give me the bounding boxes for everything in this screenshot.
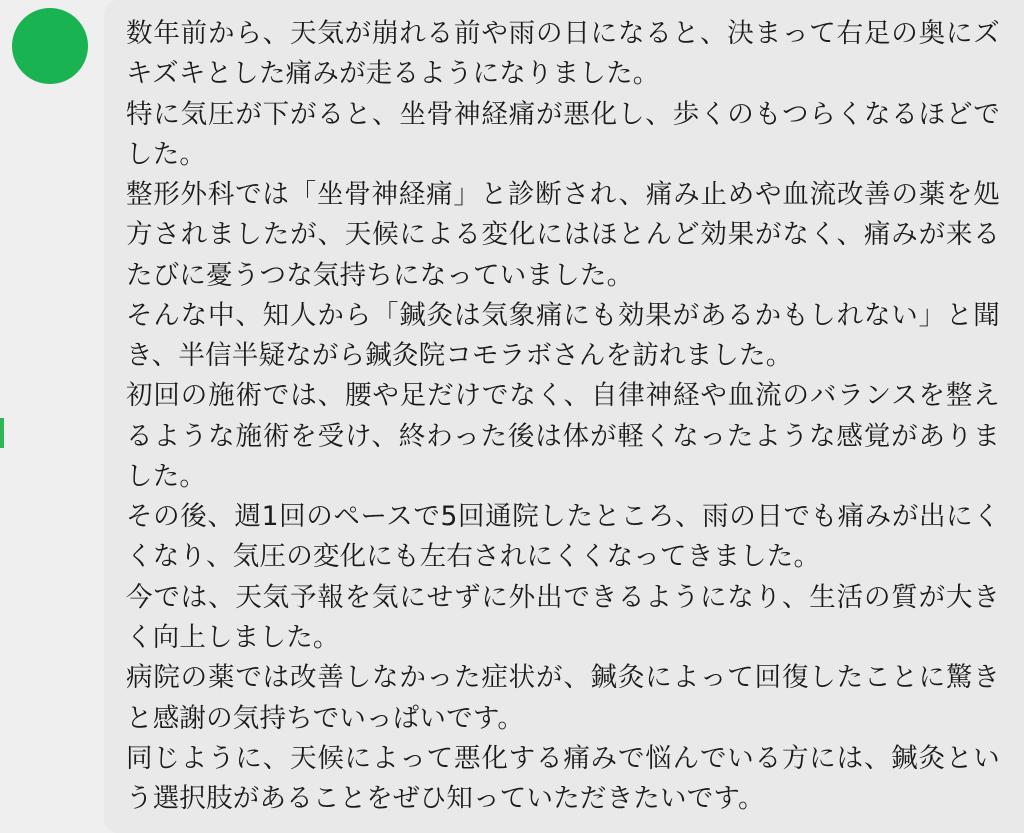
message-bubble: [104, 0, 1024, 833]
message-paragraph: 初回の施術では、腰や足だけでなく、自律神経や血流のバランスを整えるような施術を受け、終わった後は体が軽くなったような感覚がありました。: [126, 380, 1000, 492]
message-paragraph: 数年前から、天気が崩れる前や雨の日になると、決まって右足の奥にズキズキとした痛みが走るようになりました。: [126, 18, 1000, 90]
user-avatar-circle-icon: [12, 8, 88, 84]
message-paragraph: 病院の薬では改善しなかった症状が、鍼灸によって回復したことに驚きと感謝の気持ちでいっぱいです。: [126, 662, 1000, 734]
message-paragraph: その後、週1回のペースで5回通院したところ、雨の日でも痛みが出にくくなり、気圧の変化にも左右されにくくなってきました。: [126, 501, 1000, 573]
left-rail-accent: [0, 418, 4, 448]
message-paragraph: 同じように、天候によって悪化する痛みで悩んでいる方には、鍼灸という選択肢があることをぜひ知っていただきたいです。: [126, 742, 1000, 815]
message-paragraph: 特に気圧が下がると、坐骨神経痛が悪化し、歩くのもつらくなるほどでした。: [126, 98, 1000, 170]
message-paragraph: 整形外科では「坐骨神経痛」と診断され、痛み止めや血流改善の薬を処方されましたが、天候による変化にはほとんど効果がなく、痛みが来るたびに憂うつな気持ちになっていました。: [126, 179, 1000, 291]
left-rail: [0, 0, 4, 705]
message-paragraph: 今では、天気予報を気にせずに外出できるようになり、生活の質が大きく向上しました。: [126, 581, 1000, 653]
message-paragraph: そんな中、知人から「鍼灸は気象痛にも効果があるかもしれない」と聞き、半信半疑ながら鍼灸院コモラボさんを訪れました。: [126, 299, 1000, 372]
message-body: [126, 14, 1000, 819]
